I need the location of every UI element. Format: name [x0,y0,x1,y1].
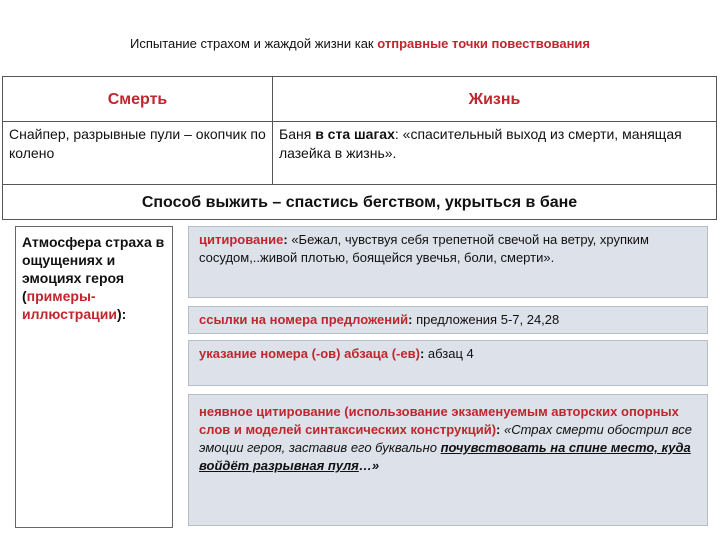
paragraph-text: абзац 4 [427,346,474,361]
cell-life [273,122,717,185]
page-title [0,36,720,51]
atmosphere-box [15,226,173,528]
cell-death: Снайпер, разрывные пули – окопчик по колено [3,122,273,185]
implicit-citation-box [188,394,708,526]
paragraph-label: указание номера (-ов) абзаца (-ев) [199,346,420,361]
citation-box [188,226,708,298]
table-header-row [3,77,717,122]
citation-colon: : [283,232,292,247]
implicit-text-c: …» [358,458,380,473]
refs-label: ссылки на номера предложений [199,312,409,327]
cell-life-rest: : «спасительный выход из смерти, манящая лазейка в жизнь». [279,126,682,161]
refs-box [188,306,708,334]
header-life: Жизнь [273,77,717,122]
implicit-colon: : [496,422,504,437]
cell-life-bold: в ста шагах [315,126,395,142]
citation-label: цитирование [199,232,284,247]
implicit-text-a: «Страх смерти обострил все эмоции героя, заставив его буквально [199,422,692,455]
table-summary-row [3,185,717,220]
title-highlight: отправные точки повествования [377,36,591,51]
cell-life-prefix: Баня [279,126,316,142]
atmosphere-text: Атмосфера страха в ощущениях и эмоциях героя ( [22,234,165,304]
paragraph-box [188,340,708,386]
atmosphere-suffix: ): [116,306,127,322]
refs-text: предложения 5-7, 24,28 [416,312,560,327]
implicit-text-b: почувствовать на спине место, куда войдёт разрывная пуля [199,440,691,473]
table-row [3,122,717,185]
atmosphere-highlight: примеры-иллюстрации [22,288,117,322]
title-prefix: Испытание страхом и жаждой жизни как [129,36,378,51]
implicit-label: неявное цитирование (использование экзаменуемым авторских опорных слов и моделей синтаксических конструкций) [199,404,679,437]
citation-text: «Бежал, чувствуя себя трепетной свечой на ветру, хрупким сосудом,..живой плотью, боящейся увечья, боли, смерти». [199,232,649,265]
header-death: Смерть [3,77,273,122]
summary-cell: Способ выжить – спастись бегством, укрыться в бане [3,185,717,220]
paragraph-colon: : [419,346,428,361]
refs-colon: : [408,312,417,327]
comparison-table [2,76,717,220]
